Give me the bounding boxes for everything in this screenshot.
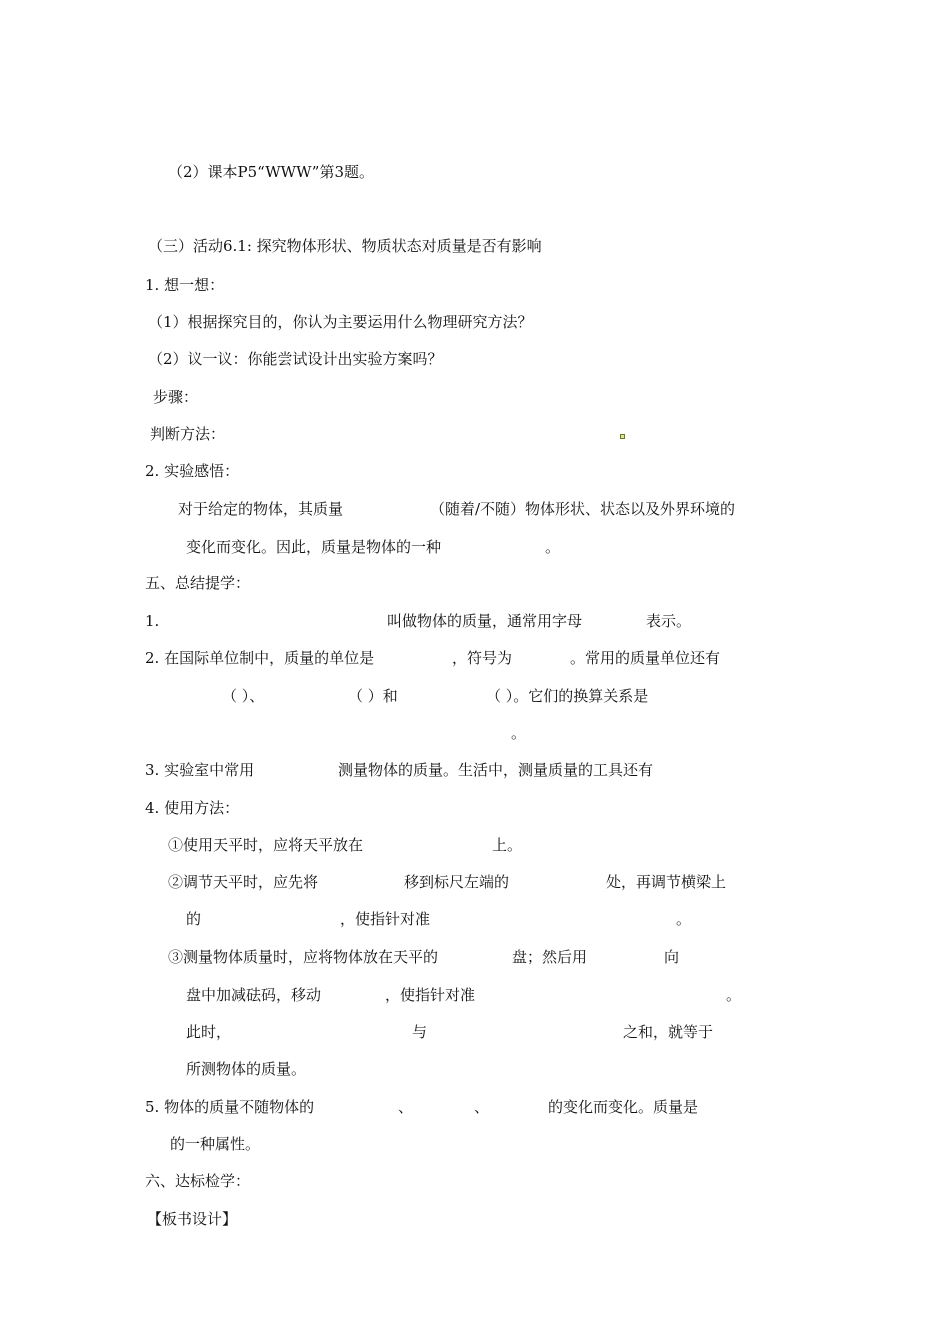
- insight-line1-part2: （随着/不随）物体形状、状态以及外界环境的: [430, 500, 736, 518]
- summary-heading: 五、总结提学：: [145, 574, 251, 592]
- question-design-experiment: （2）议一议：你能尝试设计出实验方案吗？: [148, 350, 443, 368]
- summary-item5-part2: 、: [398, 1098, 414, 1116]
- summary-item3-part1: 3. 实验室中常用: [145, 761, 255, 779]
- usage-step3-line2-part3: 。: [726, 986, 742, 1004]
- steps-label: 步骤：: [153, 388, 199, 406]
- usage-step3-line2-part1: 盘中加减砝码，移动: [186, 986, 322, 1004]
- usage-step3-part2: 盘；然后用: [512, 948, 588, 966]
- summary-item2-unit-b: （ ）和: [348, 687, 398, 705]
- textbook-exercise-item: （2）课本P5“WWW”第3题。: [168, 163, 375, 181]
- usage-step3-line3-part1: 此时，: [186, 1023, 232, 1041]
- usage-step3-part1: ③测量物体质量时，应将物体放在天平的: [168, 948, 439, 966]
- insight-line1-part1: 对于给定的物体，其质量: [178, 500, 344, 518]
- summary-item5-part1: 5. 物体的质量不随物体的: [145, 1098, 315, 1116]
- usage-step2-part2: 移到标尺左端的: [404, 873, 510, 891]
- summary-item5-part4: 的变化而变化。质量是: [548, 1098, 699, 1116]
- summary-item5-part3: 、: [474, 1098, 490, 1116]
- usage-step3-line2-part2: ，使指针对准: [385, 986, 476, 1004]
- usage-step3-line3-part3: 之和，就等于: [623, 1023, 714, 1041]
- usage-step2-line2-part1: 的: [186, 910, 202, 928]
- usage-step2-part1: ②调节天平时，应先将: [168, 873, 319, 891]
- summary-item2-unit-a: （ ）、: [222, 687, 265, 705]
- summary-item2-unit-c: （ ）。它们的换算关系是: [486, 687, 649, 705]
- summary-item2-part3: 。常用的质量单位还有: [570, 649, 721, 667]
- judge-method-label: 判断方法：: [150, 425, 226, 443]
- usage-step2-line2-part3: 。: [676, 910, 692, 928]
- summary-item1-number: 1.: [145, 612, 160, 630]
- summary-item3-part2: 测量物体的质量。生活中，测量质量的工具还有: [338, 761, 654, 779]
- think-heading: 1. 想一想：: [145, 276, 225, 294]
- question-research-method: （1）根据探究目的，你认为主要运用什么物理研究方法？: [148, 313, 533, 331]
- insight-line2-part2: 。: [545, 538, 561, 556]
- board-design-heading: 【板书设计】: [147, 1210, 238, 1228]
- usage-step1-part1: ①使用天平时，应将天平放在: [168, 836, 364, 854]
- usage-step2-line2-part2: ，使指针对准: [340, 910, 431, 928]
- experiment-insight-heading: 2. 实验感悟：: [145, 462, 240, 480]
- assessment-heading: 六、达标检学：: [145, 1172, 251, 1190]
- usage-heading: 4. 使用方法：: [145, 799, 240, 817]
- insight-line2-part1: 变化而变化。因此，质量是物体的一种: [186, 538, 442, 556]
- marker-dot: [620, 434, 625, 439]
- summary-item2-part2: ，符号为: [452, 649, 513, 667]
- summary-item5-line2: 的一种属性。: [170, 1135, 261, 1153]
- usage-step3-line3-part2: 与: [412, 1023, 428, 1041]
- activity-title: （三）活动6.1: 探究物体形状、物质状态对质量是否有影响: [148, 237, 542, 255]
- usage-step3-part3: 向: [664, 948, 680, 966]
- summary-item2-part1: 2. 在国际单位制中，质量的单位是: [145, 649, 375, 667]
- summary-item1-part1: 叫做物体的质量，通常用字母: [387, 612, 583, 630]
- summary-item1-part2: 表示。: [646, 612, 692, 630]
- usage-step1-part2: 上。: [492, 836, 523, 854]
- usage-step3-line4: 所测物体的质量。: [186, 1060, 307, 1078]
- usage-step2-part3: 处，再调节横梁上: [606, 873, 727, 891]
- summary-item2-end: 。: [511, 724, 527, 742]
